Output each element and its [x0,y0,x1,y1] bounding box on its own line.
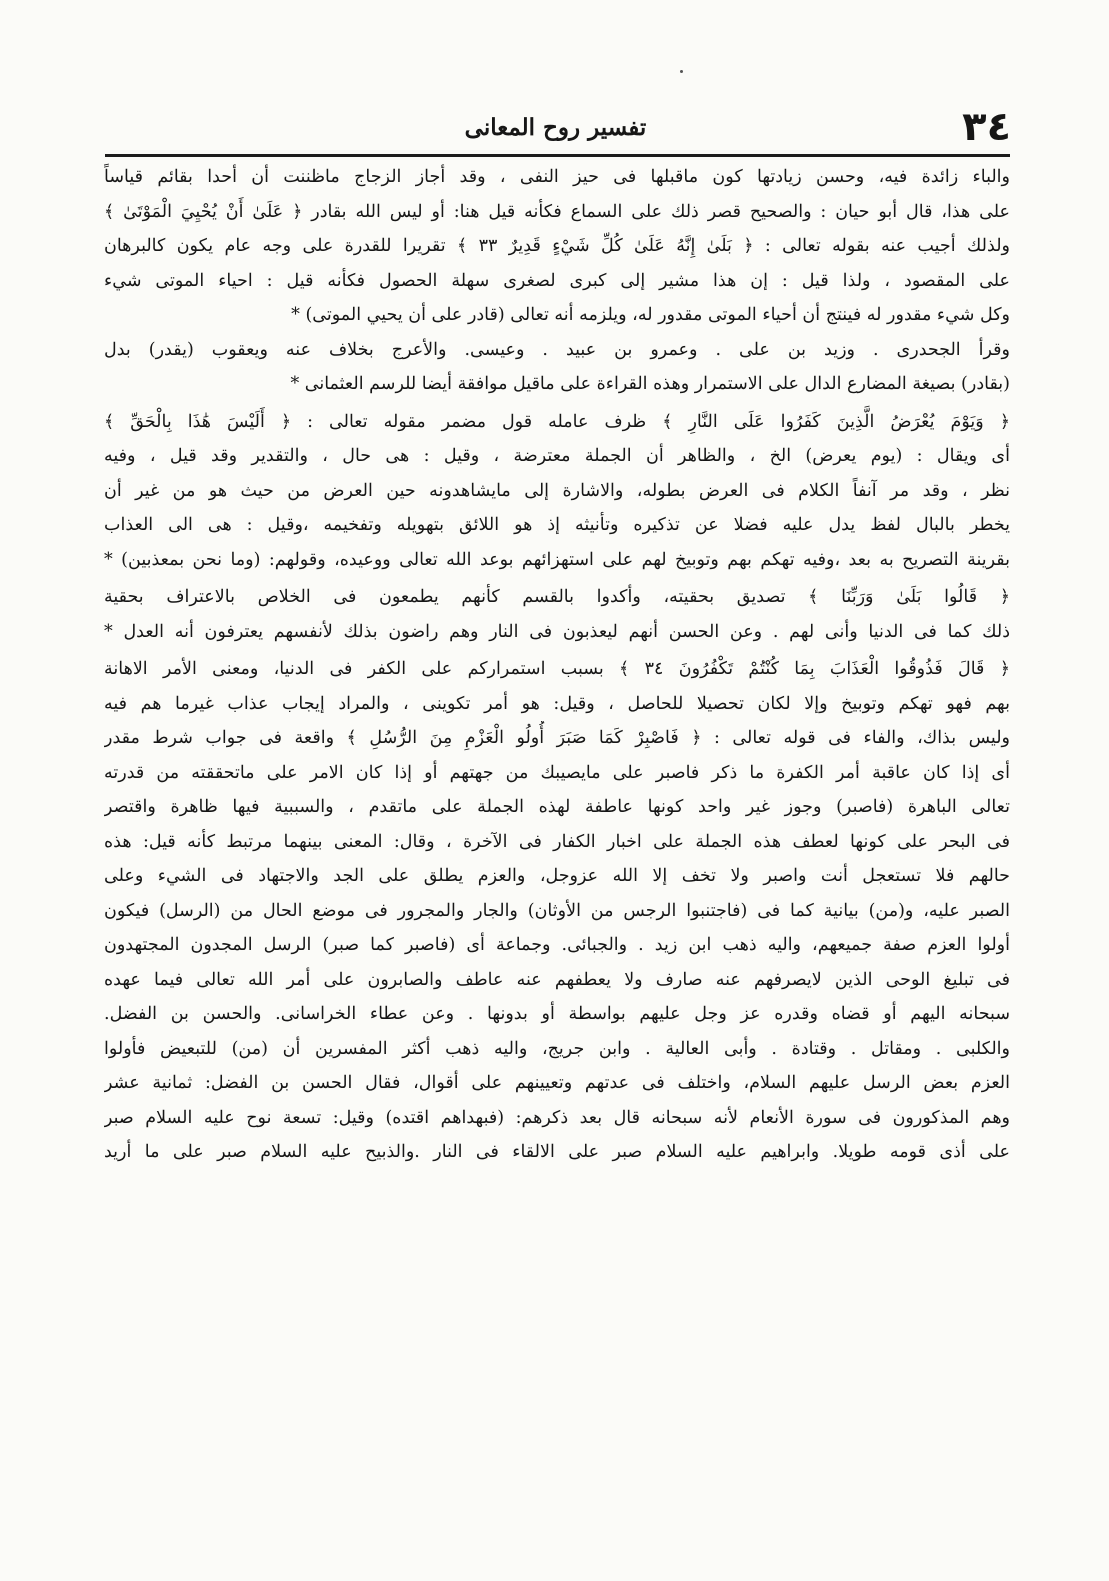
body-text [104,160,1010,1170]
running-title: تفسير روح المعانى [464,114,647,141]
text-line: أولوا العزم صفة جميعهم، واليه ذهب ابن زيد . والجبائى. وجماعة أى (فاصبر كما صبر) الرسل المجدون المجتهدون [104,935,1010,955]
text-line: أى إذا كان عاقبة أمر الكفرة ما ذكر فاصبر على مايصيبك من جهتهم أو إذا كان الامر على ماتحققته من قدرته [104,762,1010,783]
text-line: أى ويقال : (يوم يعرض) الخ ، والظاهر أن الجملة معترضة ، وقيل : هى حال ، والتقدير وقد قيل ، وفيه [104,446,1010,466]
text-line: سبحانه اليهم أو قضاه وقدره عز وجل عليهم بواسطة أو بدونها . وعن عطاء الخراسانى. والحسن بن الفضل. [104,1004,1010,1024]
text-line: بقرينة التصريح به بعد ،وفيه تهكم بهم وتوبيخ لهم على استهزائهم بوعد الله تعالى ووعيده، وقولهم: (وما نحن بمعذبين) * [104,549,1010,570]
text-line: والباء زائدة فيه، وحسن زيادتها كون ماقبلها فى حيز النفى ، وقد أجاز الزجاج ماظننت أن أحدا بقائم قياساً [104,167,1010,187]
text-line: وهم المذكورون فى سورة الأنعام لأنه سبحانه قال بعد ذكرهم: (فبهداهم اقتده) وقيل: تسعة نوح عليه السلام صبر [104,1107,1010,1128]
text-line: حالهم فلا تستعجل أنت واصبر ولا تخف إلا الله عزوجل، والعزم يطلق على الجد والاجتهاد فى الشيء وعلى [104,866,1010,886]
text-line: وليس بذاك، والفاء فى قوله تعالى : ﴿ فَاصْبِرْ كَمَا صَبَرَ أُولُو الْعَزْمِ مِنَ الرُّسُلِ ﴾ واقعة فى جواب شرط مقدر [104,728,1010,748]
text-line: وكل شيء مقدور له فينتج أن أحياء الموتى مقدور له، ويلزمه أنه تعالى (قادر على أن يحيي الموتى) * [291,305,1010,325]
text-line: وقرأ الجحدرى . وزيد بن على . وعمرو بن عبيد . وعيسى. والأعرج بخلاف عنه ويعقوب (يقدر) بدل [104,339,1010,360]
text-line: على هذا، قال أبو حيان : والصحيح قصر ذلك على السماع فكأنه قيل هنا: أو ليس الله بقادر ﴿ عَلَىٰ أَنْ يُحْيِيَ الْمَوْتَىٰ ﴾ [104,201,1010,222]
text-line: والكلبى . ومقاتل . وقتادة . وأبى العالية . وابن جريج، واليه ذهب أكثر المفسرين أن (من) للتبعيض فأولوا [104,1038,1010,1059]
text-line: على أذى قومه طويلا. وابراهيم عليه السلام صبر على الالقاء فى النار .والذبيح عليه السلام صبر على ما أريد [104,1142,1010,1162]
scan-speck [680,70,683,73]
text-line: العزم بعض الرسل عليهم السلام، واختلف فى عدتهم وتعيينهم على أقوال، فقال الحسن بن الفضل: ثمانية عشر [104,1073,1010,1093]
page-number: ٣٤ [962,104,1011,150]
text-line: ﴿ قَالَ فَذُوقُوا الْعَذَابَ بِمَا كُنْتُمْ تَكْفُرُونَ ٣٤ ﴾ بسبب استمراركم على الكفر فى الدنيا، ومعنى الأمر الاهانة [104,659,1010,679]
text-line: يخطر بالبال لفظ يدل عليه فضلا عن تذكيره وتأنيثه إذ هو اللائق بتهويله وتفخيمه ،وقيل : هى الى العذاب [104,515,1010,535]
page-header [100,104,1011,150]
text-line: نظر ، وقد مر آنفاً الكلام فى العرض بطوله، والاشارة إلى مايشاهدونه حين العرض من حيث هو من غير أن [104,480,1010,501]
text-line: فى البحر على كونها لعطف هذه الجملة على اخبار الكفار فى الآخرة ، وقال: المعنى بينهما مرتبط كأنه قيل: هذه [104,831,1010,852]
text-line: ﴿ وَيَوْمَ يُعْرَضُ الَّذِينَ كَفَرُوا عَلَى النَّارِ ﴾ ظرف عامله قول مضمر مقوله تعالى : ﴿ أَلَيْسَ هَٰذَا بِالْحَقِّ ﴾ [104,411,1010,432]
text-line: تعالى الباهرة (فاصبر) وجوز غير واحد كونها عاطفة لهذه الجملة على ماتقدم ، والسببية فيها ظاهرة واقتصر [104,797,1010,817]
header-rule [105,154,1010,157]
text-line: على المقصود ، ولذا قيل : إن هذا مشير إلى كبرى لصغرى سهلة الحصول فكأنه قيل : احياء الموتى شيء [104,270,1010,291]
text-line: الصبر عليه، و(من) بيانية كما فى (فاجتنبوا الرجس من الأوثان) والجار والمجرور فى موضع الحال من (الرسل) فيكون [104,900,1010,921]
text-line: فى تبليغ الوحى الذين لايصرفهم عنه صارف ولا يعطفهم عنه عاطف والصابرون على أمر الله تعالى فيما عهده [104,969,1010,990]
text-line: ﴿ قَالُوا بَلَىٰ وَرَبِّنَا ﴾ تصديق بحقيته، وأكدوا بالقسم كأنهم يطمعون فى الخلاص بالاعتراف بحقية [104,587,1010,607]
text-line: بهم فهو تهكم وتوبيخ وإلا لكان تحصيلا للحاصل ، وقيل: هو أمر تكوينى ، والمراد إيجاب عذاب غيرما هم فيه [104,693,1010,714]
text-line: ولذلك أجيب عنه بقوله تعالى : ﴿ بَلَىٰ إِنَّهُ عَلَىٰ كُلِّ شَيْءٍ قَدِيرٌ ٣٣ ﴾ تقريرا للقدرة على وجه عام يكون كالبرهان [104,236,1010,256]
text-line: ذلك كما فى الدنيا وأنى لهم . وعن الحسن أنهم ليعذبون فى النار وهم راضون بذلك لأنفسهم يعترفون أنه العدل * [104,621,1010,642]
text-line: (بقادر) بصيغة المضارع الدال على الاستمرار وهذه القراءة على ماقيل موافقة أيضا للرسم العثمانى * [290,374,1010,394]
